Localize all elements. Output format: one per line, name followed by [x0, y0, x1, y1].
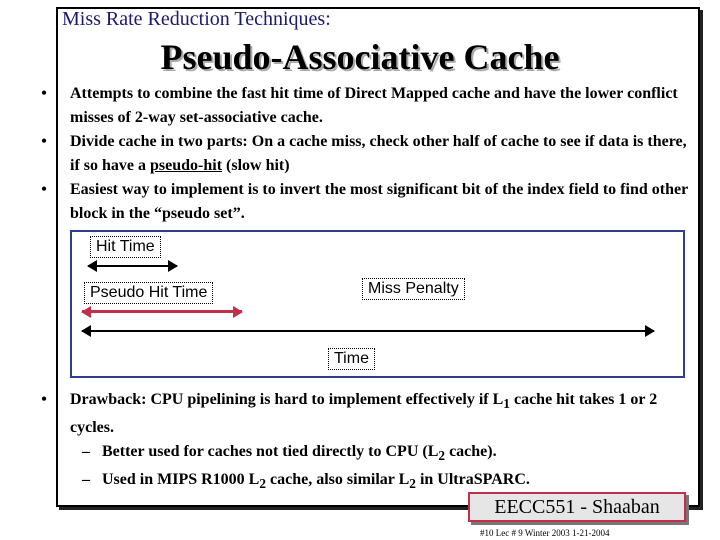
subscript: 1: [503, 396, 510, 412]
bullet-text-part: (slow hit): [222, 157, 290, 174]
pseudo-hit-time-arrow: [82, 310, 242, 313]
bullet-list: [18, 82, 698, 226]
sub-bullet-part: SPARC.: [473, 471, 530, 489]
miss-penalty-arrow: [82, 330, 654, 332]
dash-marker: –: [82, 471, 90, 489]
subscript: 2: [438, 448, 446, 464]
bullet-text-part: Divide cache in two parts: On a cache miss, check other half of cache to see if data is there, if so have a: [70, 133, 687, 174]
slide-title: Pseudo-Associative Cache: [160, 37, 560, 77]
sub-bullet-part: Better used for caches not tied directly to CPU (L: [102, 443, 439, 461]
bullet-marker: •: [41, 391, 47, 408]
bullet-item: [18, 178, 698, 226]
miss-penalty-label: Miss Penalty: [362, 278, 465, 300]
bullet-item: [18, 82, 698, 130]
sub-bullet: [18, 440, 698, 468]
bullet-text: Easiest way to implement is to invert the most significant bit of the index field to find other block in the “pseudo set”.: [70, 181, 688, 222]
drawback-text: [70, 388, 698, 440]
drawback-section: [18, 388, 698, 497]
pseudo-hit-term: pseudo-hit: [150, 157, 223, 174]
sub-bullet-part: in Ultra: [415, 471, 474, 489]
bullet-marker: •: [41, 133, 47, 150]
drawback-part: cache hit takes 1 or 2 cycles.: [70, 391, 658, 437]
slide-subtitle: Miss Rate Reduction Techniques:: [62, 8, 331, 30]
dash-marker: –: [82, 443, 90, 461]
bullet-text: [70, 130, 698, 178]
drawback-part: Drawback: CPU pipelining is hard to implement effectively if L: [70, 391, 504, 408]
bullet-marker: •: [41, 85, 47, 102]
course-badge: EECC551 - Shaaban: [468, 492, 686, 522]
slide-meta: #10 Lec # 9 Winter 2003 1-21-2004: [480, 528, 610, 538]
bullet-item: [18, 130, 698, 178]
hit-time-arrow: [88, 265, 177, 267]
sub-bullet-part: cache, also similar L: [266, 471, 410, 489]
bullet-text: Attempts to combine the fast hit time of Direct Mapped cache and have the lower conflict misses of 2-way set-associative cache.: [70, 85, 678, 126]
hit-time-label: Hit Time: [90, 236, 161, 258]
subscript: 2: [259, 476, 267, 492]
bullet-item: [18, 388, 698, 440]
sub-bullet-part: Used in MIPS R1000 L: [102, 471, 260, 489]
subscript: 2: [409, 476, 416, 492]
timing-diagram: [70, 230, 685, 378]
pseudo-hit-time-label: Pseudo Hit Time: [84, 282, 213, 304]
sub-bullet-part: cache).: [445, 443, 497, 461]
time-label: Time: [328, 348, 375, 370]
bullet-marker: •: [41, 181, 47, 198]
